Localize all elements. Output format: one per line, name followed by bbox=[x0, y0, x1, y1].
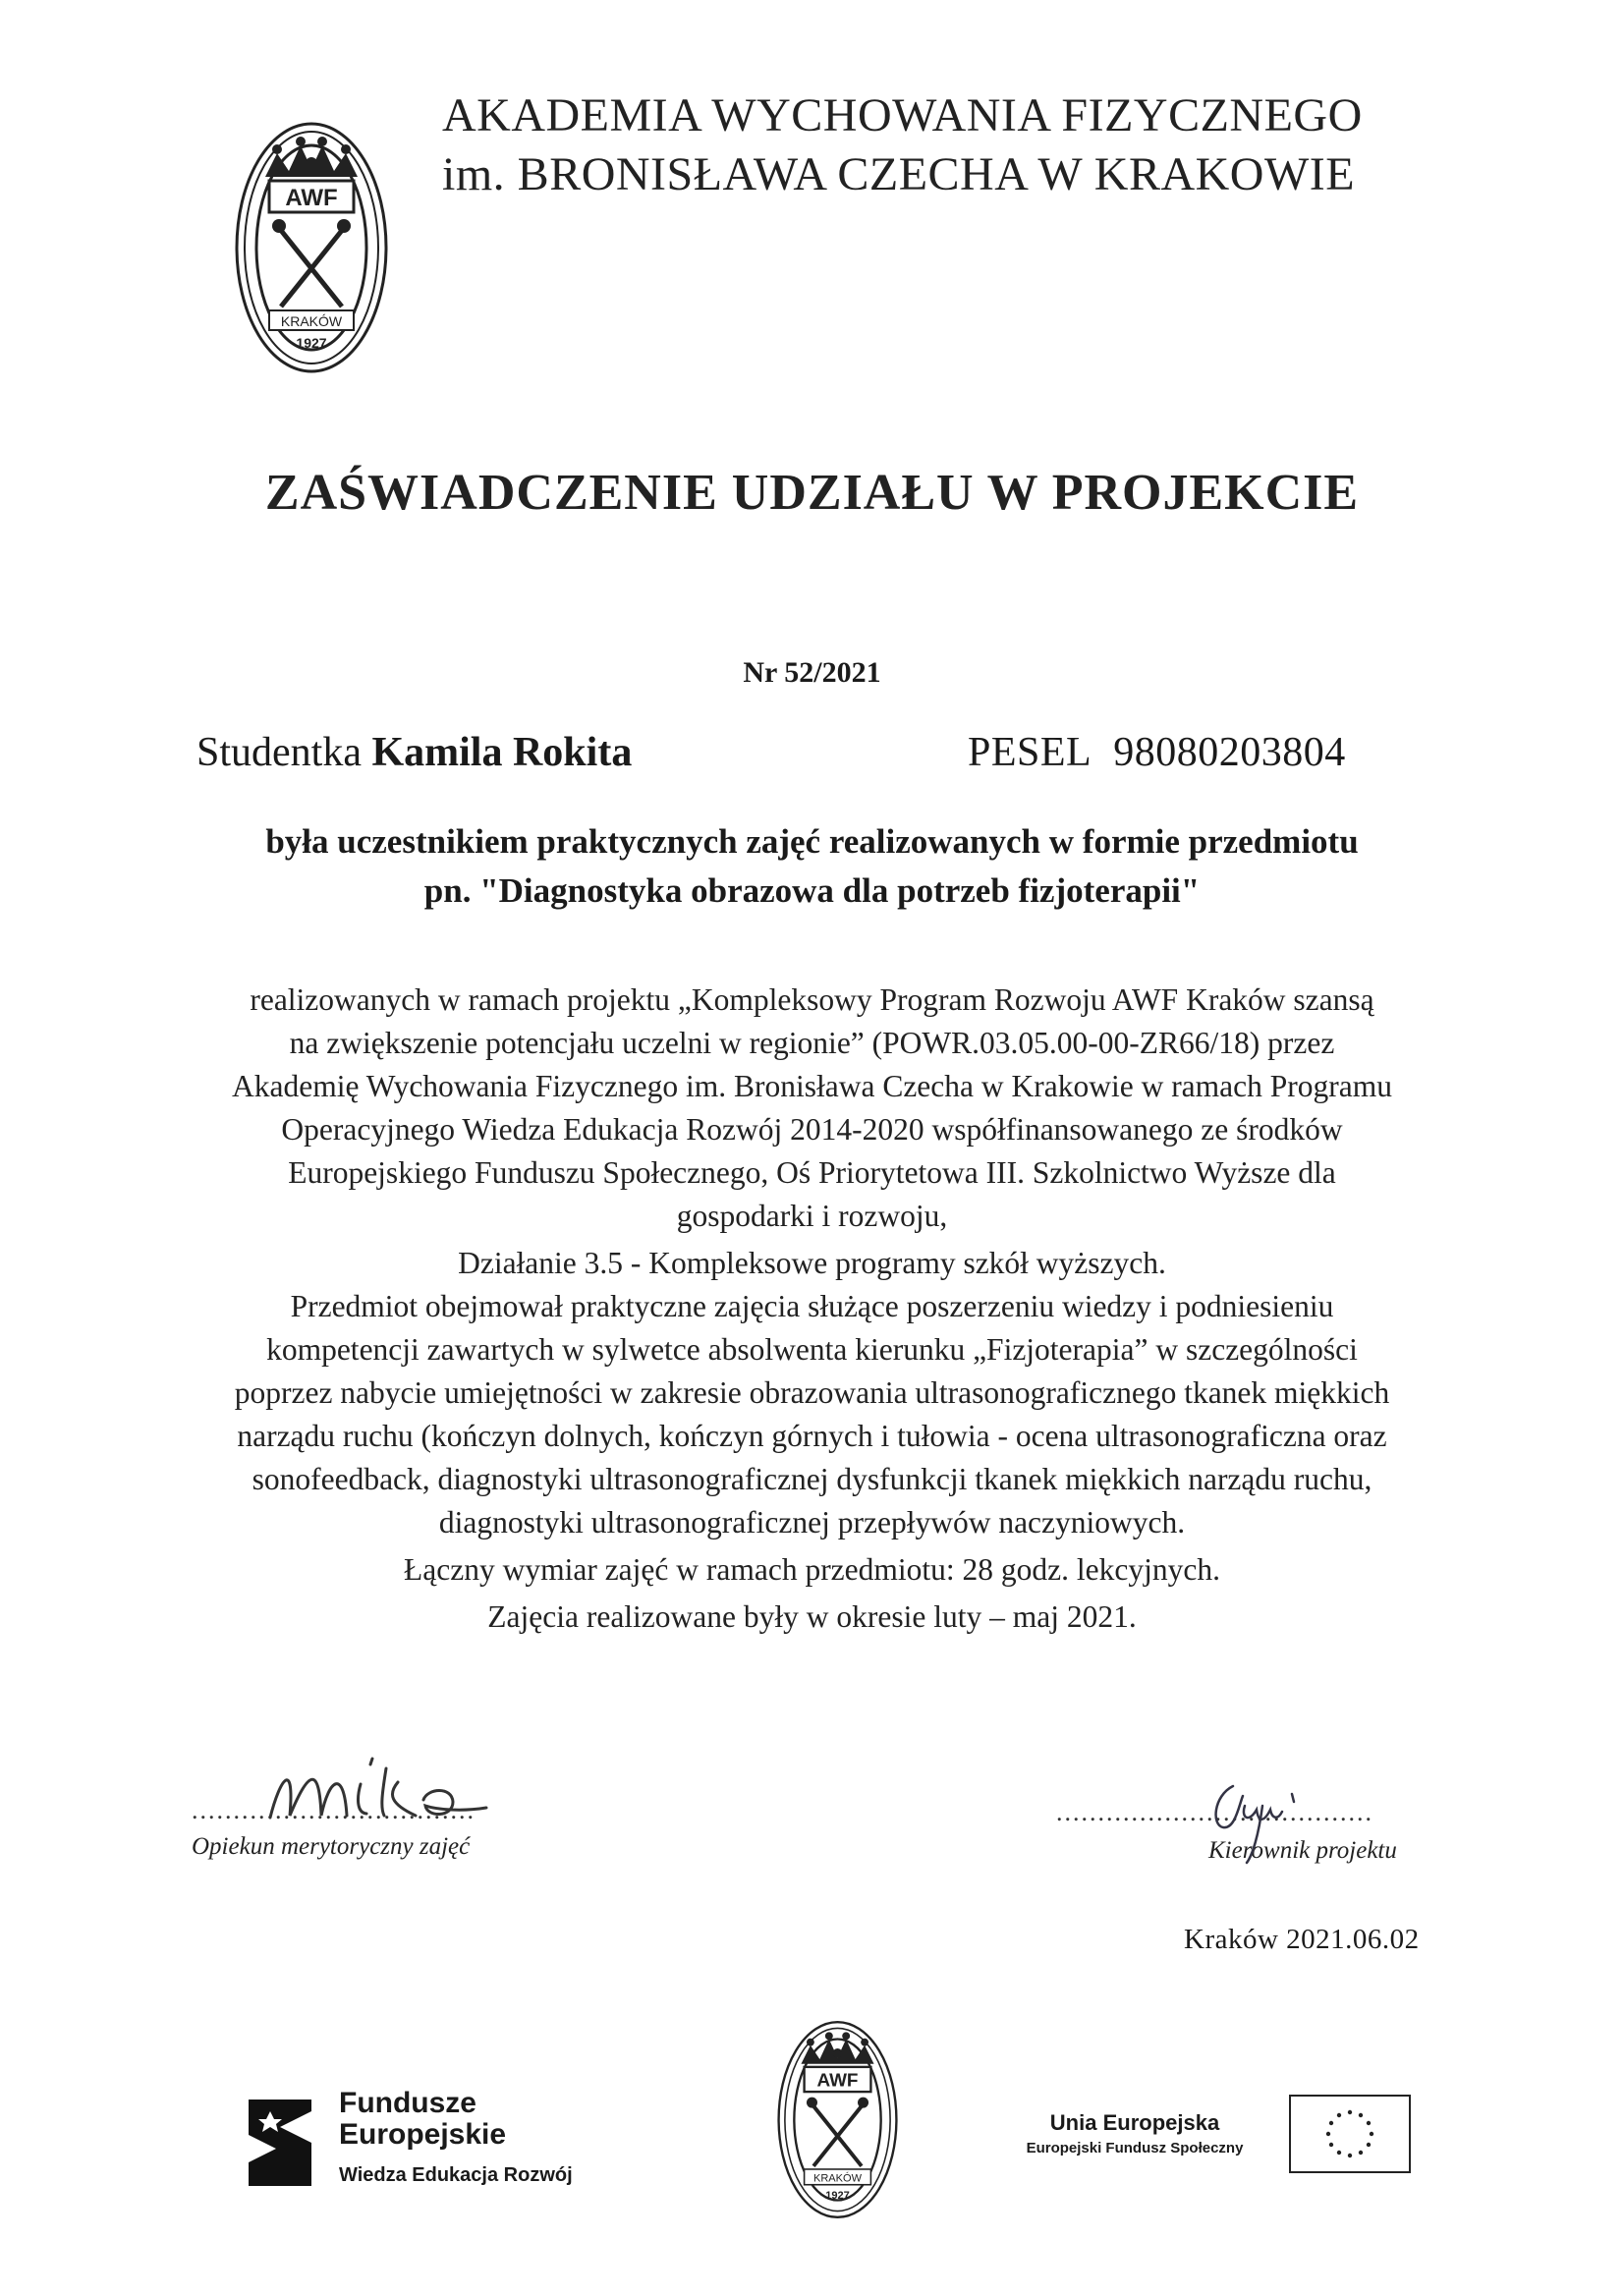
signature-block-manager bbox=[1056, 1798, 1429, 1865]
svg-text:AWF: AWF bbox=[816, 2070, 859, 2092]
awf-logo-bottom bbox=[776, 2019, 899, 2220]
body-line: na zwiększenie potencjału uczelni w regionie” (POWR.03.05.00-00-ZR66/18) przez bbox=[289, 1026, 1335, 1060]
body-line: Zajęcia realizowane były w okresie luty – maj 2021. bbox=[487, 1599, 1137, 1634]
body-line: kompetencji zawartych w sylwetce absolwenta kierunku „Fizjoterapia” w szczególności bbox=[266, 1332, 1358, 1367]
student-line bbox=[196, 729, 632, 776]
body-line: diagnostyki ultrasonograficznej przepływów naczyniowych. bbox=[438, 1505, 1186, 1540]
university-line-2: im. BRONISŁAWA CZECHA W KRAKOWIE bbox=[442, 148, 1356, 200]
lead-statement bbox=[0, 817, 1624, 916]
eu-subtitle: Europejski Fundusz Społeczny bbox=[1026, 2140, 1244, 2156]
awf-emblem-icon bbox=[776, 2019, 899, 2220]
body-line: sonofeedback, diagnostyki ultrasonograficznej dysfunkcji tkanek miękkich narządu ruchu, bbox=[252, 1462, 1372, 1496]
certificate-title: ZAŚWIADCZENIE UDZIAŁU W PROJEKCIE bbox=[264, 465, 1360, 521]
student-name: Kamila Rokita bbox=[371, 730, 633, 775]
body-line: poprzez nabycie umiejętności w zakresie obrazowania ultrasonograficznego tkanek miękkich bbox=[234, 1375, 1390, 1410]
signature-block-supervisor bbox=[192, 1759, 545, 1861]
svg-text:1927: 1927 bbox=[825, 2189, 850, 2202]
body-line: Przedmiot obejmował praktyczne zajęcia służące poszerzeniu wiedzy i podniesieniu bbox=[290, 1289, 1334, 1323]
supervisor-label: Opiekun merytoryczny zajęć bbox=[192, 1833, 471, 1860]
fe-title bbox=[339, 2088, 506, 2151]
fundusze-star-icon bbox=[241, 2088, 319, 2196]
body-line: Łączny wymiar zajęć w ramach przedmiotu: 28 godz. lekcyjnych. bbox=[404, 1552, 1220, 1587]
svg-text:AWF: AWF bbox=[285, 185, 338, 211]
eu-text bbox=[992, 2110, 1277, 2156]
lead-line-2: pn. "Diagnostyka obrazowa dla potrzeb fizjoterapii" bbox=[423, 871, 1201, 910]
eu-flag-icon bbox=[1289, 2095, 1411, 2173]
awf-logo-top bbox=[234, 120, 389, 375]
fe-title-line-2: Europejskie bbox=[339, 2118, 507, 2151]
body-line: Operacyjnego Wiedza Edukacja Rozwój 2014-2020 współfinansowanego ze środków bbox=[281, 1112, 1343, 1147]
signature-line-manager: ...................................... bbox=[1056, 1798, 1373, 1826]
body-paragraph bbox=[128, 979, 1496, 1639]
fe-title-line-1: Fundusze bbox=[339, 2087, 476, 2119]
fundusze-europejskie-logo bbox=[241, 2088, 634, 2196]
eu-title: Unia Europejska bbox=[1049, 2110, 1220, 2135]
pesel-line bbox=[968, 729, 1346, 776]
body-line: Europejskiego Funduszu Społecznego, Oś Priorytetowa III. Szkolnictwo Wyższe dla bbox=[288, 1155, 1336, 1190]
pesel-label: PESEL bbox=[968, 730, 1092, 775]
fe-subtitle: Wiedza Edukacja Rozwój bbox=[339, 2164, 573, 2186]
student-label: Studentka bbox=[196, 730, 362, 775]
university-name bbox=[442, 86, 1363, 204]
body-line: Działanie 3.5 - Kompleksowe programy szkół wyższych. bbox=[458, 1246, 1166, 1280]
awf-emblem-icon bbox=[234, 120, 389, 375]
handwritten-signature-manager bbox=[1194, 1766, 1351, 1865]
body-line: narządu ruchu (kończyn dolnych, kończyn górnych i tułowia - ocena ultrasonograficzna oraz bbox=[237, 1419, 1387, 1453]
university-line-1: AKADEMIA WYCHOWANIA FIZYCZNEGO bbox=[442, 89, 1363, 141]
place-and-date: Kraków 2021.06.02 bbox=[1184, 1924, 1420, 1955]
handwritten-signature-supervisor bbox=[251, 1739, 506, 1827]
pesel-value: 98080203804 bbox=[1113, 730, 1346, 775]
body-line: Akademię Wychowania Fizycznego im. Bronisława Czecha w Krakowie w ramach Programu bbox=[231, 1069, 1392, 1103]
body-line: realizowanych w ramach projektu „Kompleksowy Program Rozwoju AWF Kraków szansą bbox=[250, 982, 1374, 1017]
manager-label: Kierownik projektu bbox=[1208, 1837, 1397, 1864]
eu-stars-icon bbox=[1291, 2097, 1409, 2171]
svg-text:1927: 1927 bbox=[296, 335, 327, 351]
signature-line-supervisor: .................................. bbox=[192, 1796, 476, 1824]
lead-line-1: była uczestnikiem praktycznych zajęć realizowanych w formie przedmiotu bbox=[265, 822, 1359, 861]
svg-text:KRAKÓW: KRAKÓW bbox=[280, 313, 343, 329]
body-line: gospodarki i rozwoju, bbox=[676, 1199, 948, 1233]
svg-text:KRAKÓW: KRAKÓW bbox=[813, 2172, 862, 2185]
certificate-number: Nr 52/2021 bbox=[743, 656, 881, 689]
